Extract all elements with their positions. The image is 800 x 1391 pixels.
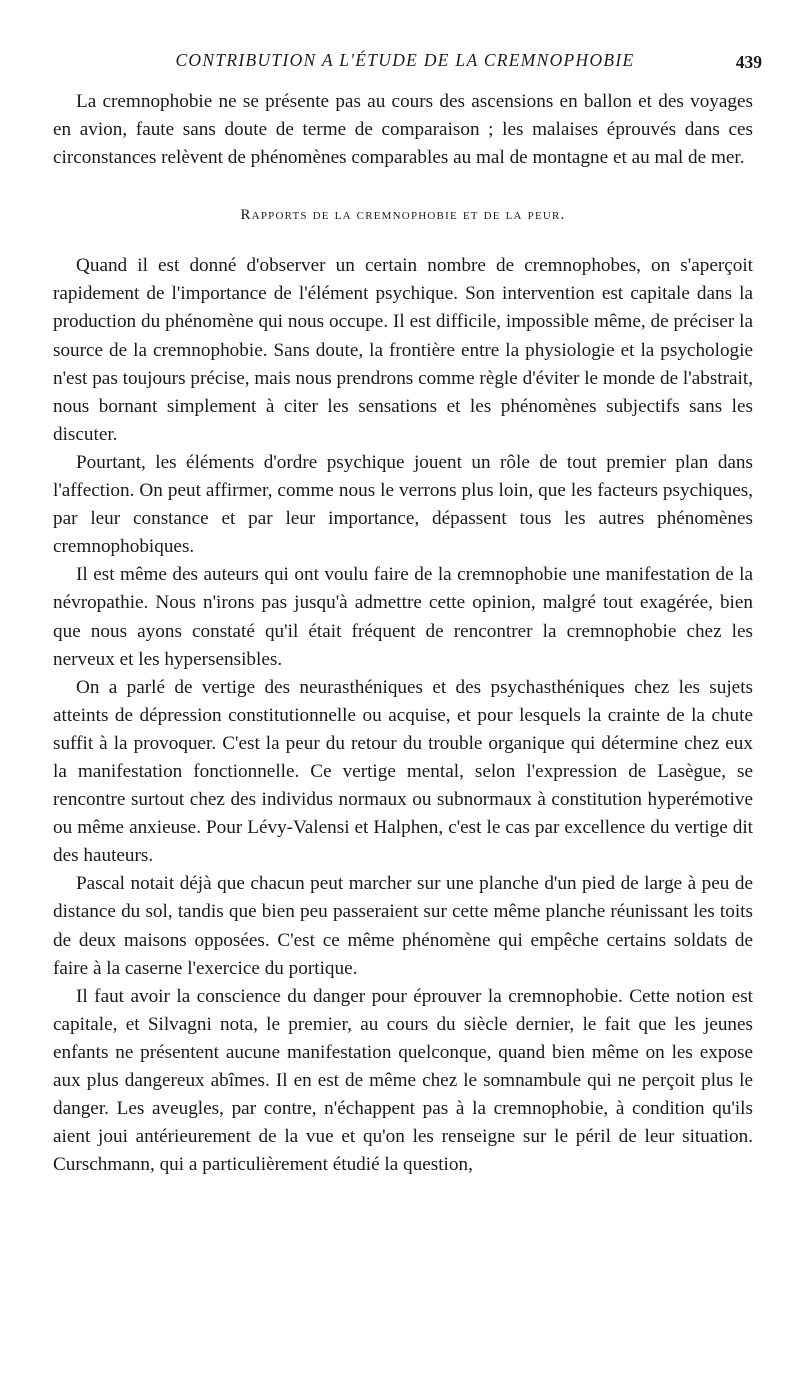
intro-paragraph: La cremnophobie ne se présente pas au cours des ascensions en ballon et des voyages en avion, faute sans doute de terme de comparaison ; les malaises éprouvés dans ces circonstances relèvent de phénomènes comparables au mal de montagne et au mal de mer. [53,91,753,169]
paragraph: Pourtant, les éléments d'ordre psychique jouent un rôle de tout premier plan dans l'affection. On peut affirmer, comme nous le verrons plus loin, que les facteurs psychiques, par leur constance et par leur importance, dépassent tous les autres phénomènes cremnophobiques. [53,451,753,558]
paragraph: Quand il est donné d'observer un certain nombre de cremnophobes, on s'aperçoit rapidement de l'importance de l'élément psychique. Son intervention est capitale dans la production du phénomène qui nous occupe. Il est difficile, impossible même, de préciser la source de la cremnophobie. Sans doute, la frontière entre la physiologie et la psychologie n'est pas toujours précise, mais nous prendrons comme règle d'éviter le monde de l'abstrait, nous bornant simplement à citer les sensations et les phénomènes subjectifs sans les discuter. [53,255,753,445]
section-heading: Rapports de la cremnophobie et de la peur. [240,207,566,224]
paragraph: Il faut avoir la conscience du danger pour éprouver la cremnophobie. Cette notion est capitale, et Silvagni nota, le premier, au cours du siècle dernier, le fait que les jeunes enfants ne présentent aucune manifestation quelconque, quand bien même on les expose aux plus dangereux abîmes. Il en est de même chez le somnambule qui ne perçoit plus le danger. Les aveugles, par contre, n'échappent pas à la cremnophobie, à condition qu'ils aient joui antérieurement de la vue et qu'on les renseigne sur le péril de leur situation. Curschmann, qui a particulièrement étudié la question, [53,985,753,1176]
page-body [53,88,753,1179]
page-number: 439 [735,52,762,72]
paragraph: Pascal notait déjà que chacun peut marcher sur une planche d'un pied de large à peu de distance du sol, tandis que bien peu passeraient sur cette même planche réunissant les toits de deux maisons opposées. C'est ce même phénomène qui empêche certains soldats de faire à la caserne l'exercice du portique. [53,873,753,979]
running-title: CONTRIBUTION A L'ÉTUDE DE LA CREMNOPHOBIE [175,50,635,70]
paragraph: On a parlé de vertige des neurasthéniques et des psychasthéniques chez les sujets atteints de dépression constitutionnelle ou acquise, et pour lesquels la crainte de la chute suffit à la provoquer. C'est la peur du retour du trouble organique qui détermine chez eux la manifestation fonctionnelle. Ce vertige mental, selon l'expression de Lasègue, se rencontre surtout chez des individus normaux ou subnormaux à constitution hyperémotive ou même anxieuse. Pour Lévy-Valensi et Halphen, c'est le cas par excellence du vertige dit des hauteurs. [53,676,753,867]
paragraph: Il est même des auteurs qui ont voulu faire de la cremnophobie une manifestation de la névropathie. Nous n'irons pas jusqu'à admettre cette opinion, malgré tout exagérée, bien que nous ayons constaté qu'il était fréquent de rencontrer la cremnophobie chez les nerveux et les hypersensibles. [53,564,753,670]
